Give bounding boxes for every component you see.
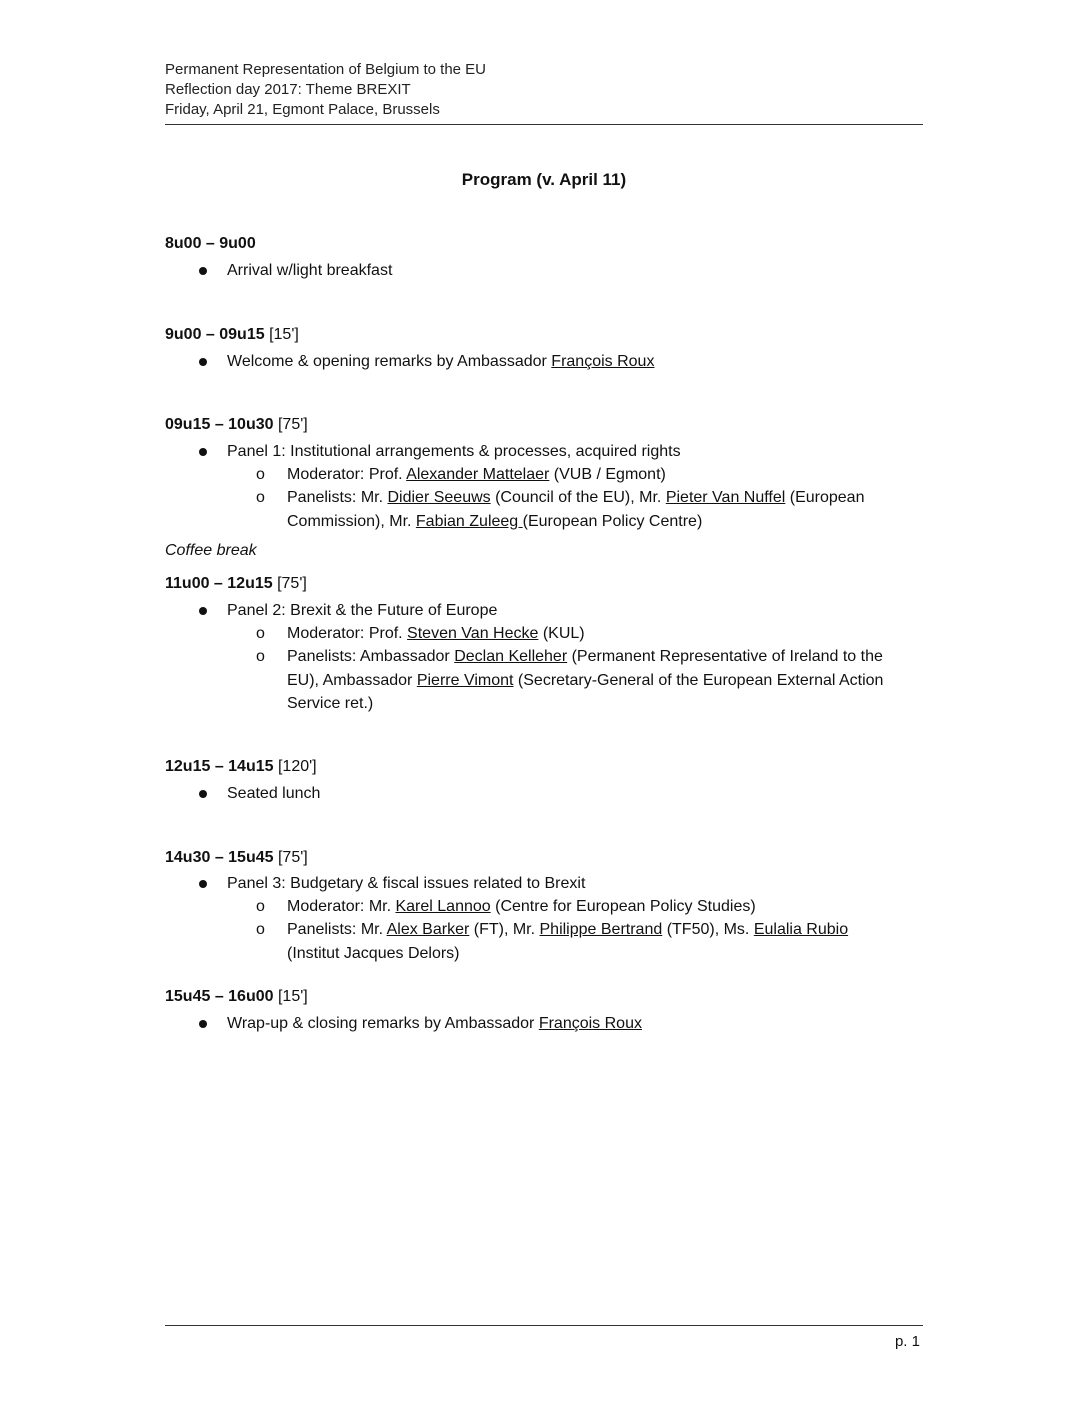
sub-bullet-icon: o — [256, 921, 265, 938]
header-line-organization: Permanent Representation of Belgium to the EU — [165, 61, 487, 78]
list-item: Seated lunch — [227, 782, 907, 805]
coffee-break-label: Coffee break — [165, 542, 257, 559]
sub-bullet-icon: o — [256, 648, 265, 665]
person-name: Karel Lannoo — [395, 898, 491, 915]
list-item: Panel 1: Institutional arrangements & processes, acquired rights — [227, 440, 907, 463]
person-name: Pieter Van Nuffel — [665, 489, 786, 506]
header-divider — [165, 124, 923, 125]
header-line-event: Reflection day 2017: Theme BREXIT — [165, 81, 411, 98]
sub-list-item: o Panelists: Mr. Alex Barker (FT), Mr. Philippe Bertrand (TF50), Ms. Eulalia Rubio (Institut Jacques Delors) — [287, 918, 912, 965]
page-number: p. 1 — [894, 1333, 920, 1350]
sub-list-item: o Moderator: Mr. Karel Lannoo (Centre for European Policy Studies) — [287, 895, 912, 919]
sub-list-item: o Panelists: Mr. Didier Seeuws (Council of the EU), Mr. Pieter Van Nuffel (European Commission), Mr. Fabian Zuleeg (European Policy Centre) — [287, 486, 912, 533]
bullet-icon — [199, 790, 207, 798]
person-name: Philippe Bertrand — [539, 921, 663, 938]
session-time: 8u00 – 9u00 — [165, 235, 256, 252]
person-name: Declan Kelleher — [454, 648, 568, 665]
person-name: Eulalia Rubio — [753, 921, 849, 938]
session-time: 11u00 – 12u15 [75'] — [165, 575, 307, 592]
bullet-icon — [199, 267, 207, 275]
person-name: Alexander Mattelaer — [406, 466, 550, 483]
bullet-icon — [199, 358, 207, 366]
sub-bullet-icon: o — [256, 466, 265, 483]
person-name: Didier Seeuws — [387, 489, 491, 506]
bullet-icon — [199, 448, 207, 456]
session-time: 9u00 – 09u15 [15'] — [165, 326, 299, 343]
bullet-icon — [199, 880, 207, 888]
document-header — [165, 60, 923, 120]
header-line-date-venue: Friday, April 21, Egmont Palace, Brussels — [165, 101, 440, 118]
person-name: François Roux — [538, 1015, 642, 1032]
sub-bullet-icon: o — [256, 898, 265, 915]
sub-list-item: o Moderator: Prof. Alexander Mattelaer (VUB / Egmont) — [287, 463, 912, 487]
program-title: Program (v. April 11) — [461, 170, 627, 189]
footer-divider — [165, 1325, 923, 1326]
person-name: François Roux — [551, 353, 655, 370]
bullet-icon — [199, 1020, 207, 1028]
sub-bullet-icon: o — [256, 625, 265, 642]
list-item: Panel 2: Brexit & the Future of Europe — [227, 599, 907, 622]
session-time: 15u45 – 16u00 [15'] — [165, 988, 308, 1005]
sub-list-item: o Panelists: Ambassador Declan Kelleher (Permanent Representative of Ireland to the EU), Ambassador Pierre Vimont (Secretary-General of the European External Action Service ret.) — [287, 645, 912, 716]
list-item: Wrap-up & closing remarks by Ambassador François Roux — [227, 1012, 907, 1035]
person-name: Fabian Zuleeg — [415, 512, 523, 530]
person-name: Pierre Vimont — [416, 671, 514, 689]
session-time: 09u15 – 10u30 [75'] — [165, 416, 308, 433]
session-time: 12u15 – 14u15 [120'] — [165, 758, 317, 775]
list-item: Welcome & opening remarks by Ambassador François Roux — [227, 350, 907, 373]
sub-bullet-icon: o — [256, 489, 265, 506]
person-name: Steven Van Hecke — [407, 625, 539, 642]
bullet-icon — [199, 607, 207, 615]
person-name: Alex Barker — [386, 921, 470, 938]
session-time: 14u30 – 15u45 [75'] — [165, 849, 308, 866]
sub-list-item: o Moderator: Prof. Steven Van Hecke (KUL) — [287, 622, 912, 646]
list-item: Arrival w/light breakfast — [227, 259, 907, 282]
list-item: Panel 3: Budgetary & fiscal issues related to Brexit — [227, 872, 907, 895]
